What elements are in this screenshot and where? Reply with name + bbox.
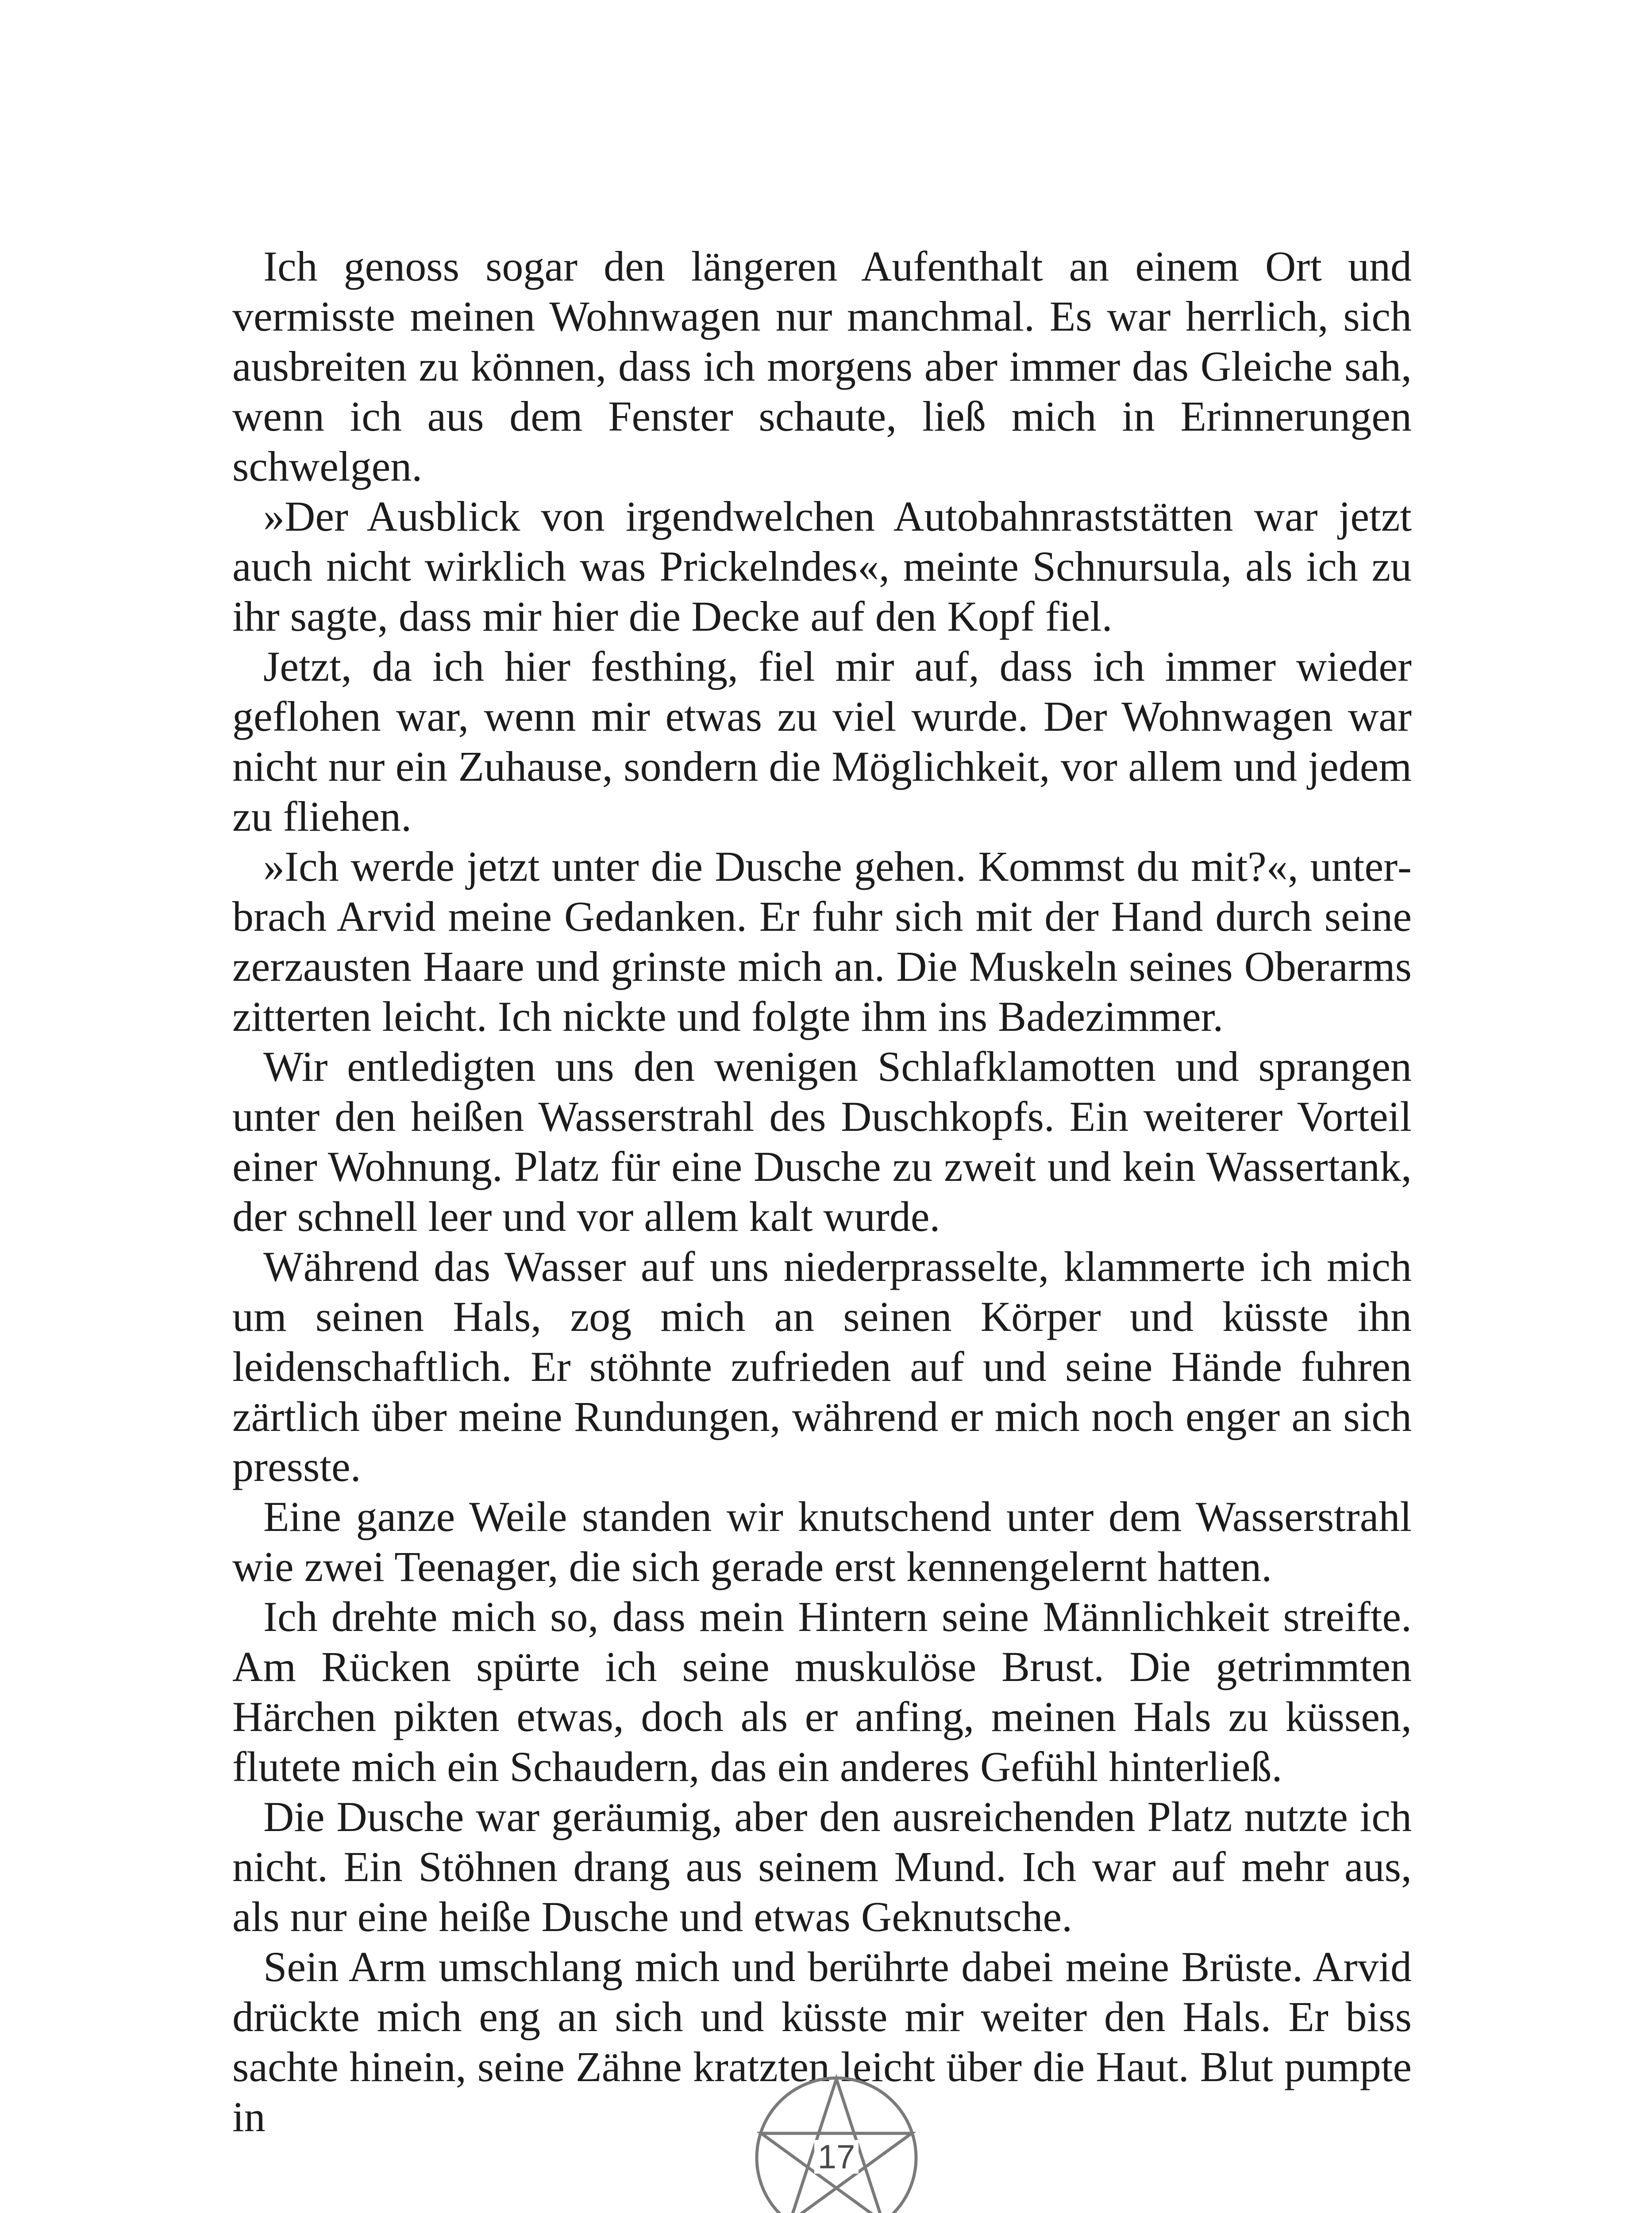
paragraph: Sein Arm umschlang mich und berührte dabei meine Brüste. Arvid drückte mich eng an sich und küsste mir weiter den Hals. Er biss sachte hinein, seine Zähne kratzten leicht über die Haut. Blut pumpte in — [232, 1943, 1412, 2140]
paragraph: Ich genoss sogar den längeren Aufenthalt an einem Ort und vermisste meinen Wohnwagen nur manchmal. Es war herrlich, sich ausbreiten zu können, dass ich morgens aber immer das Gleiche sah, wenn ich aus dem Fenster schaute, ließ mich in Erinnerungen schwelgen. — [232, 243, 1412, 490]
paragraph: Ich drehte mich so, dass mein Hintern seine Männlichkeit streifte. Am Rücken spürte ich seine muskulöse Brust. Die getrimmten Härchen pikten etwas, doch als er anfing, meinen Hals zu küssen, flutete mich ein Schaudern, das ein anderes Gefühl hinterließ. — [232, 1593, 1412, 1790]
paragraph: »Der Ausblick von irgendwelchen Autobahnraststätten war jetzt auch nicht wirklich was Prickelndes«, meinte Schnursula, als ich zu ihr sagte, dass mir hier die Decke auf den Kopf fiel. — [232, 493, 1412, 640]
paragraph: Eine ganze Weile standen wir knutschend unter dem Wasserstrahl wie zwei Teenager, die sich gerade erst kennengelernt hatten. — [232, 1493, 1412, 1590]
page-number: 17 — [817, 2138, 855, 2176]
paragraph: Wir entledigten uns den wenigen Schlafklamotten und sprangen unter den heißen Wasserstrahl des Duschkopfs. Ein weiterer Vorteil einer Wohnung. Platz für eine Dusche zu zweit und kein Wassertank, der schnell leer und vor allem kalt wurde. — [232, 1043, 1412, 1240]
paragraph: »Ich werde jetzt unter die Dusche gehen. Kommst du mit?«, unterbrach Arvid meine Gedanken. Er fuhr sich mit der Hand durch seine zerzausten Haare und grinste mich an. Die Muskeln seines Oberarms zitterten leicht. Ich nickte und folgte ihm ins Badezimmer. — [232, 843, 1412, 1040]
paragraph: Während das Wasser auf uns niederprasselte, klammerte ich mich um seinen Hals, zog mich an seinen Körper und küsste ihn leidenschaftlich. Er stöhnte zufrieden auf und seine Hände fuhren zärtlich über meine Rundungen, während er mich noch enger an sich presste. — [232, 1243, 1412, 1490]
body-text — [232, 241, 1412, 2142]
paragraph: Die Dusche war geräumig, aber den ausreichenden Platz nutzte ich nicht. Ein Stöhnen drang aus seinem Mund. Ich war auf mehr aus, als nur eine heiße Dusche und etwas Geknutsche. — [232, 1793, 1412, 1940]
paragraph: Jetzt, da ich hier festhing, fiel mir auf, dass ich immer wieder geflohen war, wenn mir etwas zu viel wurde. Der Wohnwagen war nicht nur ein Zuhause, sondern die Möglichkeit, vor allem und jedem zu fliehen. — [232, 643, 1412, 840]
pentagram-in-circle-icon — [752, 2074, 920, 2213]
